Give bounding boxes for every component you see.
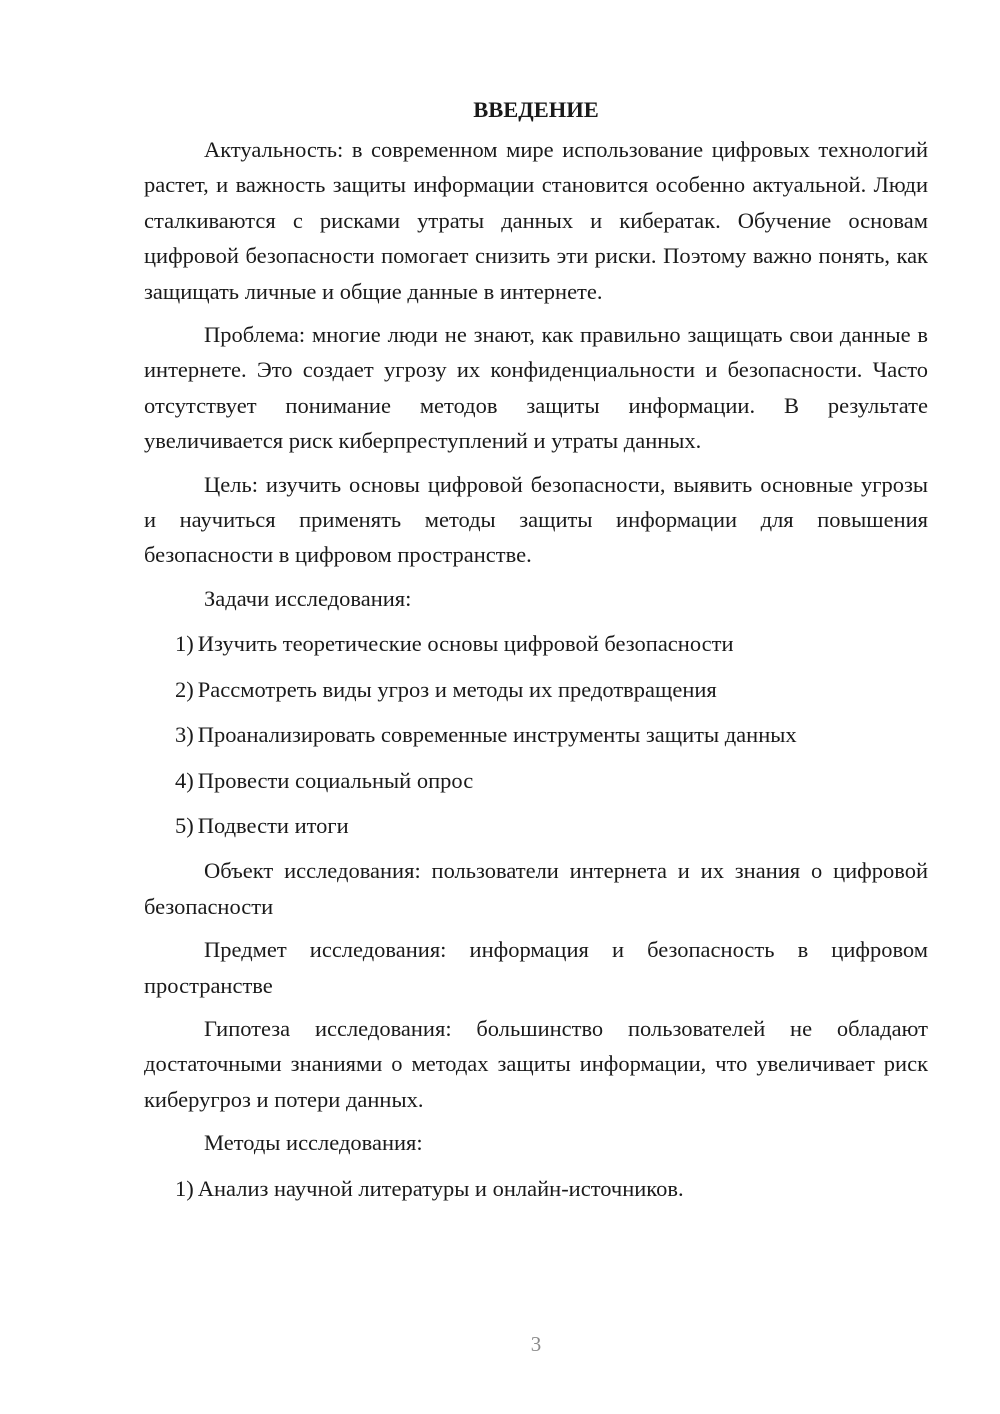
methods-heading: Методы исследования:	[204, 1130, 423, 1156]
list-item-text: Проанализировать современные инструменты защиты данных	[197, 722, 797, 748]
list-item-text: Подвести итоги	[197, 812, 349, 838]
hypothesis-paragraph: Гипотеза исследования: большинство пользователей не обладают достаточными знаниями о методах защиты информации, что увеличивает риск киберугроз и потери данных.	[144, 1015, 928, 1112]
methods-list	[144, 1171, 928, 1206]
list-item	[144, 672, 928, 707]
list-item	[144, 1171, 928, 1206]
list-item-text: Анализ научной литературы и онлайн-источников.	[197, 1175, 684, 1201]
list-item	[144, 626, 928, 661]
list-item	[144, 717, 928, 752]
page-number: 3	[530, 1332, 542, 1356]
list-item-text: Провести социальный опрос	[197, 767, 474, 793]
tasks-heading: Задачи исследования:	[204, 585, 412, 611]
subject-paragraph: Предмет исследования: информация и безопасность в цифровом пространстве	[144, 937, 928, 998]
list-item-text: Рассмотреть виды угроз и методы их предотвращения	[197, 676, 717, 702]
list-item-text: Изучить теоретические основы цифровой безопасности	[197, 631, 734, 657]
problem-paragraph: Проблема: многие люди не знают, как правильно защищать свои данные в интернете. Это создает угрозу их конфиденциальности и безопасности. Часто отсутствует понимание методов защиты информации. В результате увеличивается риск киберпреступлений и утраты данных.	[144, 322, 928, 454]
tasks-list	[144, 626, 928, 843]
list-item	[144, 808, 928, 843]
list-item	[144, 763, 928, 798]
list-item-number: 2)	[175, 676, 194, 702]
page-content	[144, 92, 928, 1216]
list-item-number: 1)	[175, 631, 194, 657]
list-item-number: 5)	[175, 812, 194, 838]
relevance-paragraph: Актуальность: в современном мире использование цифровых технологий растет, и важность защиты информации становится особенно актуальной. Люди сталкиваются с рисками утраты данных и кибератак. Обучение основам цифровой безопасности помогает снизить эти риски. Поэтому важно понять, как защищать личные и общие данные в интернете.	[144, 137, 928, 304]
list-item-number: 3)	[175, 722, 194, 748]
goal-paragraph: Цель: изучить основы цифровой безопасности, выявить основные угрозы и научиться применять методы защиты информации для повышения безопасности в цифровом пространстве.	[144, 471, 928, 568]
list-item-number: 1)	[175, 1175, 194, 1201]
page-title: ВВЕДЕНИЕ	[473, 97, 599, 122]
list-item-number: 4)	[175, 767, 194, 793]
object-paragraph: Объект исследования: пользователи интернета и их знания о цифровой безопасности	[144, 858, 928, 919]
